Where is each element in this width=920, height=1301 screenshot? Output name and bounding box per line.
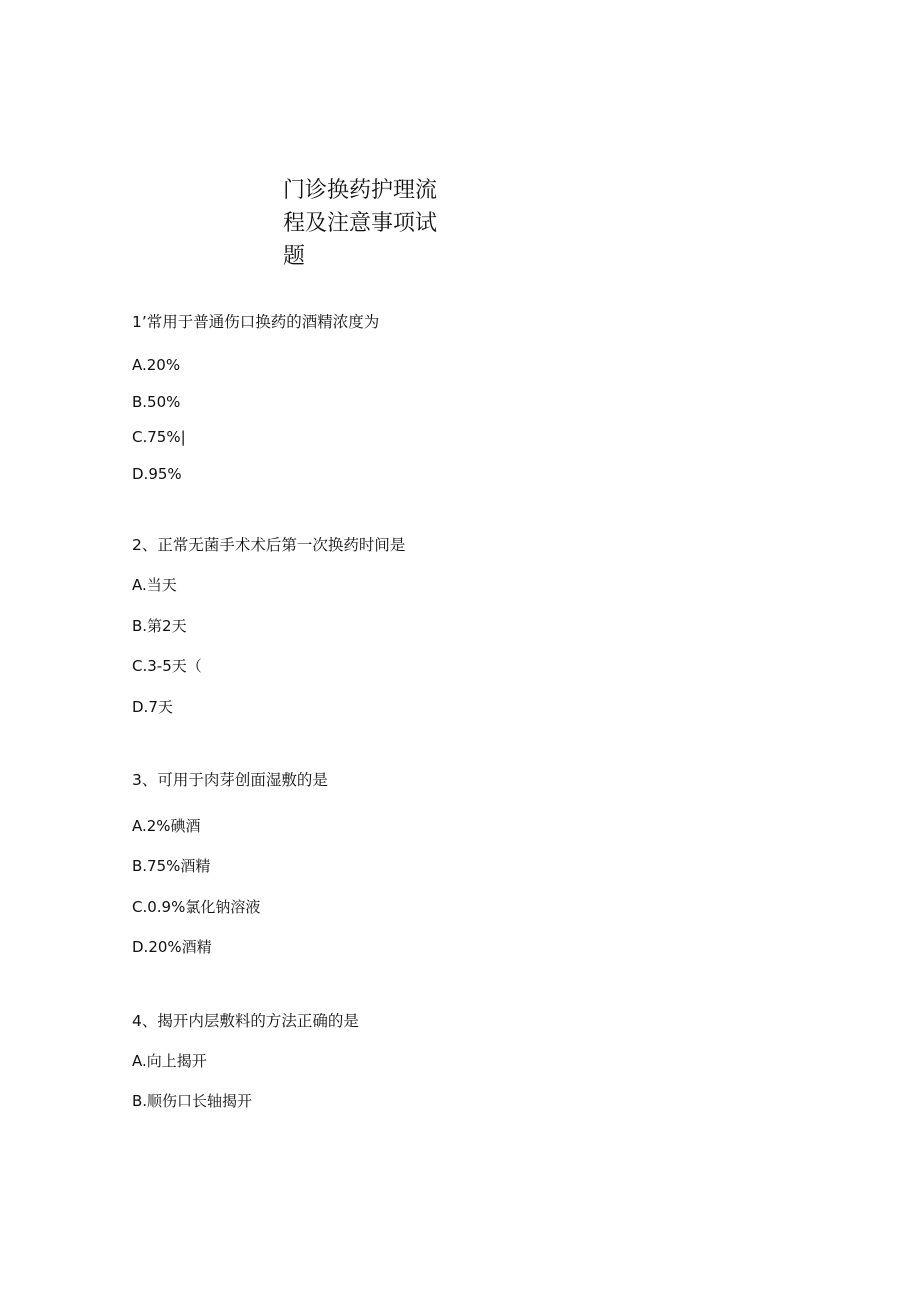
option-d: D.20%酒精 — [132, 938, 212, 956]
option-b: B.第2天 — [132, 617, 187, 635]
question-stem: 4、揭开内层敷料的方法正确的是 — [132, 1012, 359, 1030]
option-a: A.当天 — [132, 576, 177, 594]
document-title: 门诊换药护理流程及注意事项试题 — [283, 178, 438, 269]
question-stem: 1’常用于普通伤口换药的酒精浓度为 — [132, 313, 380, 331]
question-stem: 3、可用于肉芽创面湿敷的是 — [132, 771, 328, 789]
option-c: C.0.9%氯化钠溶液 — [132, 898, 261, 916]
option-d: D.7天 — [132, 698, 173, 716]
option-a: A.向上揭开 — [132, 1052, 207, 1070]
option-a: A.2%碘酒 — [132, 817, 201, 835]
option-b: B.顺伤口长轴揭开 — [132, 1092, 253, 1110]
option-b: B.50% — [132, 393, 181, 411]
option-c: C.75%| — [132, 428, 186, 446]
question-stem: 2、正常无菌手术术后第一次换药时间是 — [132, 536, 406, 554]
option-b: B.75%酒精 — [132, 857, 211, 875]
option-a: A.20% — [132, 356, 181, 374]
option-d: D.95% — [132, 465, 182, 483]
option-c: C.3-5天（ — [132, 657, 202, 675]
